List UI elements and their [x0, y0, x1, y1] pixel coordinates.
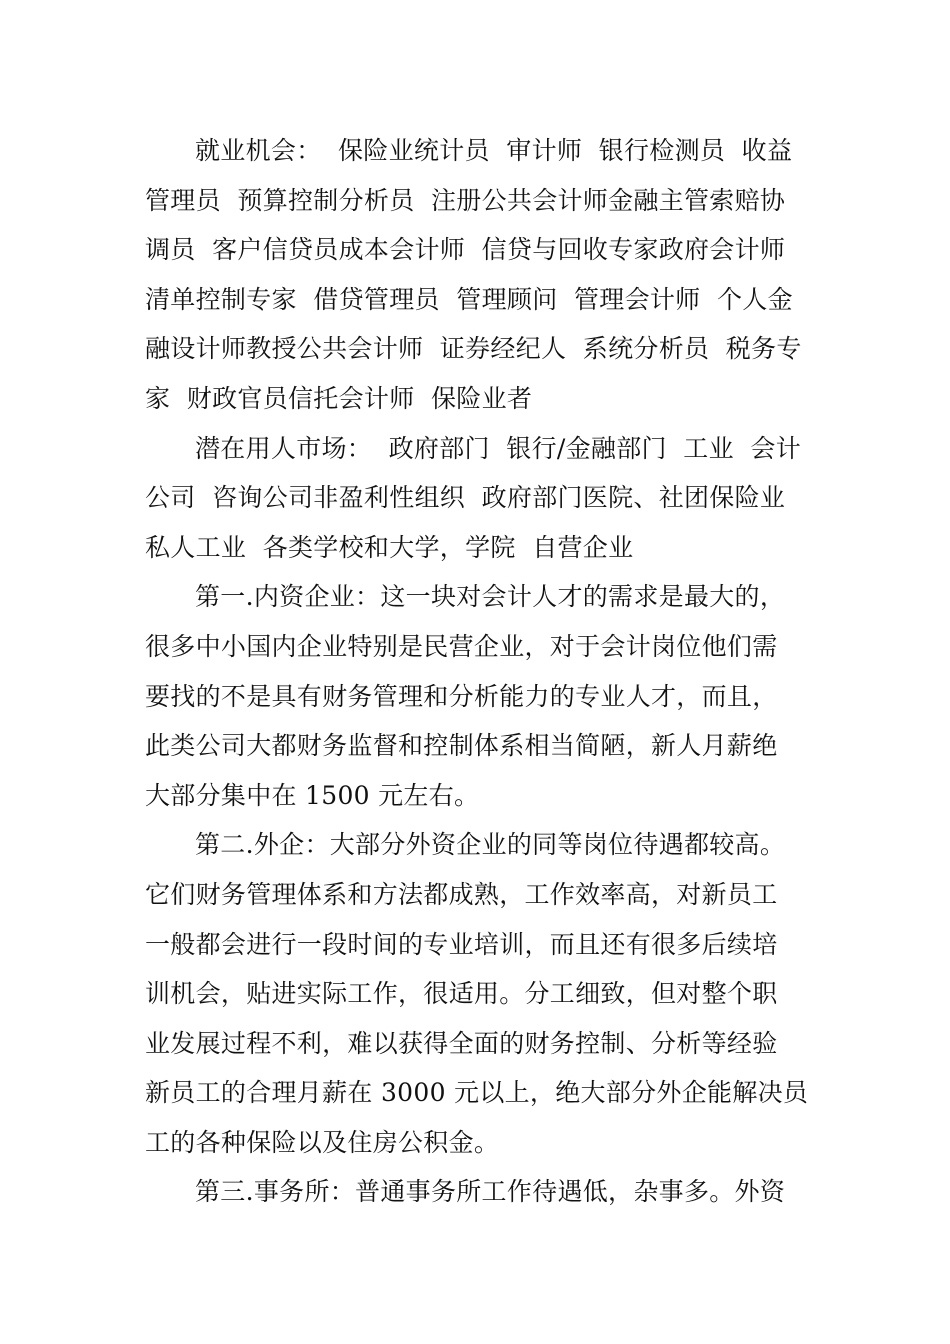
text-line: 第二.外企：大部分外资企业的同等岗位待遇都较高。: [195, 830, 786, 860]
text-line: 工的各种保险以及住房公积金。: [145, 1127, 500, 1157]
text-line: 它们财务管理体系和方法都成熟，工作效率高，对新员工: [145, 879, 778, 909]
text-line: 清单控制专家 借贷管理员 管理顾问 管理会计师 个人金: [145, 284, 793, 314]
text-line: 融设计师教授公共会计师 证券经纪人 系统分析员 税务专: [145, 334, 802, 364]
text-line: 就业机会： 保险业统计员 审计师 银行检测员 收益: [195, 136, 793, 165]
paragraph-potential-market: [145, 424, 810, 573]
text-line: 家 财政官员信托会计师 保险业者: [145, 383, 533, 413]
text-line: 第三.事务所：普通事务所工作待遇低，杂事多。外资: [195, 1177, 786, 1207]
text-line: 潜在用人市场： 政府部门 银行/金融部门 工业 会计: [195, 433, 801, 463]
text-line: 业发展过程不利，难以获得全面的财务控制、分析等经验: [145, 1028, 778, 1058]
paragraph-employment-opportunities: [145, 126, 810, 424]
text-line: 管理员 预算控制分析员 注册公共会计师金融主管索赔协: [145, 185, 786, 215]
document-body: [145, 126, 810, 1217]
text-line: 要找的不是具有财务管理和分析能力的专业人才，而且，: [145, 681, 778, 711]
text-line: 调员 客户信贷员成本会计师 信贷与回收专家政府会计师: [145, 235, 786, 265]
text-line: 公司 咨询公司非盈利性组织 政府部门医院、社团保险业: [145, 483, 786, 513]
text-line: 很多中小国内企业特别是民营企业，对于会计岗位他们需: [145, 631, 778, 661]
text-line: 训机会，贴进实际工作，很适用。分工细致，但对整个职: [145, 979, 778, 1009]
text-line: 大部分集中在 1500 元左右。: [145, 780, 480, 810]
text-line: 新员工的合理月薪在 3000 元以上，绝大部分外企能解决员: [145, 1078, 809, 1108]
paragraph-accounting-firms: [145, 1167, 810, 1217]
text-line: 此类公司大都财务监督和控制体系相当简陋，新人月薪绝: [145, 731, 778, 761]
paragraph-domestic-enterprises: [145, 572, 810, 820]
paragraph-foreign-enterprises: [145, 820, 810, 1167]
text-line: 第一.内资企业：这一块对会计人才的需求是最大的，: [195, 582, 786, 612]
text-line: 一般都会进行一段时间的专业培训，而且还有很多后续培: [145, 929, 778, 959]
text-line: 私人工业 各类学校和大学，学院 自营企业: [145, 532, 634, 562]
